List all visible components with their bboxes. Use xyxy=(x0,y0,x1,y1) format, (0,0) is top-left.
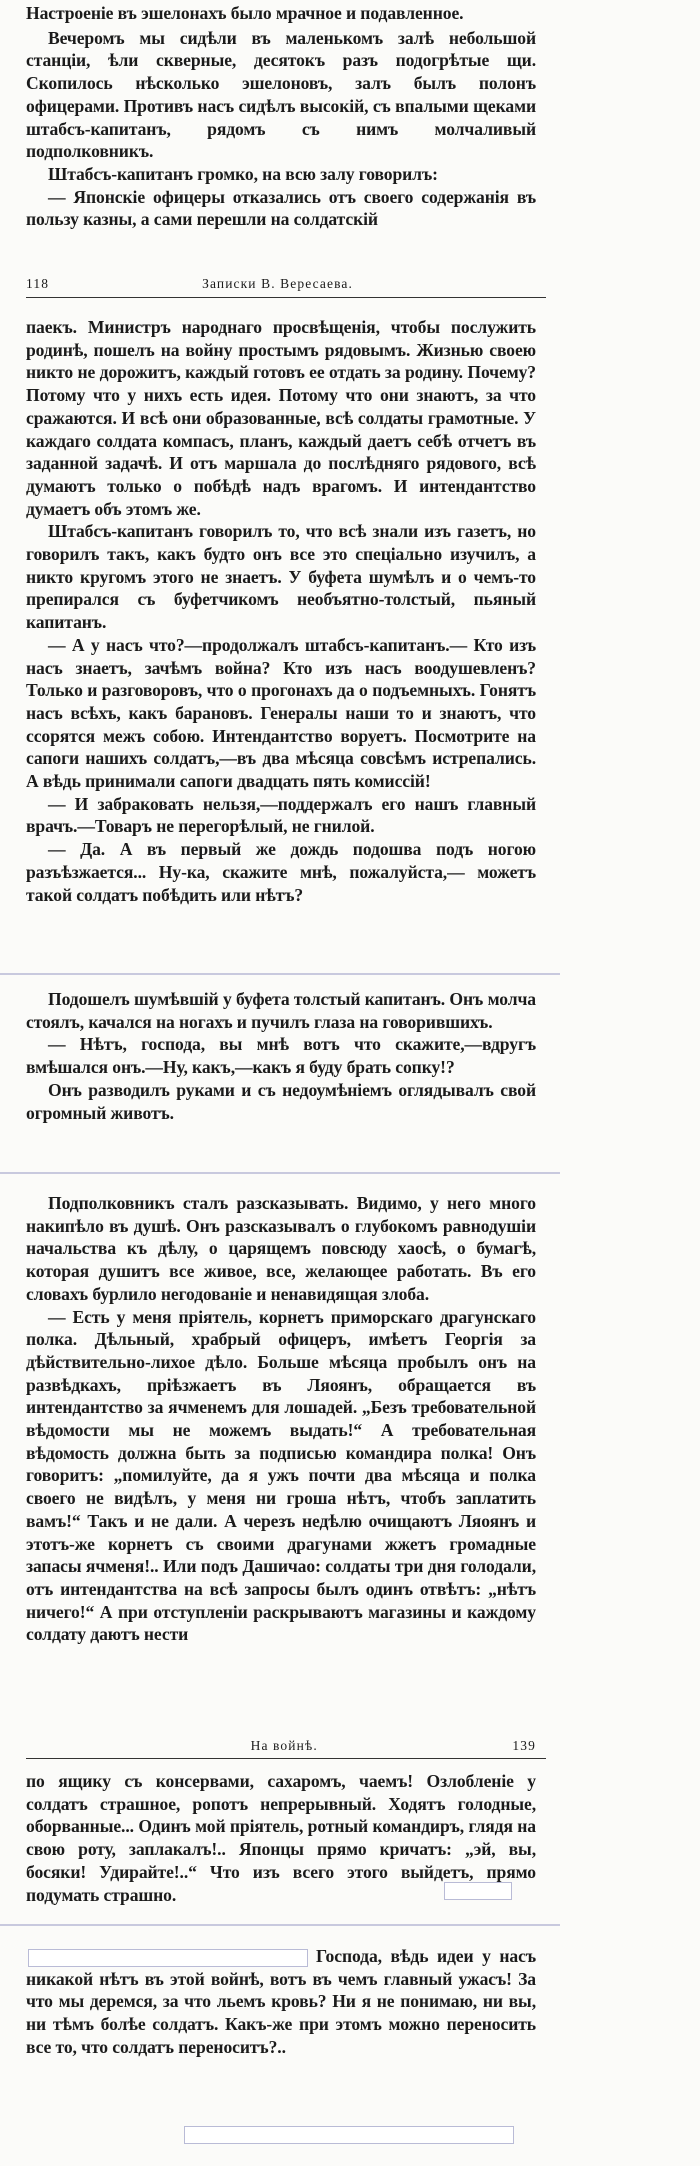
separator xyxy=(0,1172,560,1174)
redaction-box xyxy=(184,2126,514,2144)
paragraph: — Есть у меня пріятель, корнетъ приморскаго драгунскаго полка. Дѣльный, храбрый офицеръ, имѣетъ Георгія за дѣйствительно-лихое дѣло. Больше мѣсяца пробылъ онъ на развѣдкахъ, пріѣзжаетъ въ Ляоянъ, обращается въ интендантство за ячменемъ для лошадей. „Безъ требовательной вѣдомости мы не можемъ выдать!“ А требовательная вѣдомость должна быть за подписью командира полка! Онъ говоритъ: „помилуйте, да я ужъ почти два мѣсяца и полка своего не видѣлъ, у меня ни гроша нѣтъ, чтобъ заплатить вамъ!“ Такъ и не дали. А черезъ недѣлю очищаютъ Ляоянъ и этотъ-же корнетъ съ своими драгунами жжетъ громадные запасы ячменя!.. Или подъ Дашичао: солдаты три дня голодали, отъ интендантства на всѣ запросы былъ одинъ отвѣтъ: „нѣтъ ничего!“ А при отступленіи раскрываютъ магазины и каждому солдату даютъ нести xyxy=(26,1306,536,1645)
paragraph: Штабсъ-капитанъ громко, на всю залу говорилъ: xyxy=(48,163,438,184)
paragraph: по ящику съ консервами, сахаромъ, чаемъ! Озлобленіе у солдатъ страшное, ропотъ непрерывный. Ходятъ голодные, оборванные... Одинъ мой пріятель, ротный командиръ, глядя на свою роту, заплакалъ!.. Японцы прямо кричатъ: „эй, вы, босяки! Удирайте!..“ Что изъ всего этого выйдетъ, прямо подумать страшно. xyxy=(26,1771,536,1905)
running-head-139 xyxy=(26,1738,536,1754)
page-number: 118 xyxy=(26,276,50,291)
running-title: Записки В. Вересаева. xyxy=(202,276,353,291)
paragraph: Онъ разводилъ руками и съ недоумѣніемъ оглядывалъ свой огромный животъ. xyxy=(26,1079,536,1123)
page-number: 139 xyxy=(512,1738,536,1753)
separator xyxy=(0,1924,560,1926)
paragraph: — Японскіе офицеры отказались отъ своего содержанія въ пользу казны, а сами перешли на солдатскій xyxy=(26,186,536,230)
paragraph: Господа, вѣдь идеи у насъ никакой нѣтъ въ этой войнѣ, вотъ въ чемъ главный ужасъ! За что мы деремся, за что льемъ кровь? Ни я не понимаю, ни вы, ни тѣмъ болѣе солдатъ. Какъ-же при этомъ можно переносить все то, что солдатъ переноситъ?.. xyxy=(26,1946,536,2057)
running-title: На войнѣ. xyxy=(250,1738,318,1753)
paragraph: — Да. А въ первый же дождь подошва подъ ногою разъѣзжается... Ну-ка, скажите мнѣ, пожалуйста,— можетъ такой солдатъ побѣдить или нѣтъ? xyxy=(26,839,536,905)
paragraph: — Нѣтъ, господа, вы мнѣ вотъ что скажите,—вдругъ вмѣшался онъ.—Ну, какъ,—какъ я буду брать сопку!? xyxy=(26,1034,536,1078)
paragraph: — А у насъ что?—продолжалъ штабсъ-капитанъ.— Кто изъ насъ знаетъ, зачѣмъ война? Кто изъ насъ воодушевленъ? Только и разговоровъ, что о прогонахъ да о подъемныхъ. Гонятъ насъ всѣхъ, какъ барановъ. Генералы наши то и знаютъ, что ссорятся межъ собою. Интендантство воруетъ. Посмотрите на сапоги нашихъ солдатъ,—въ два мѣсяца совсѣмъ истрепались. А вѣдь принимали сапоги двадцать пять комиссій! xyxy=(26,634,536,792)
running-head-118 xyxy=(26,276,536,292)
text-block-3 xyxy=(26,988,536,1124)
paragraph: Вечеромъ мы сидѣли въ маленькомъ залѣ небольшой станціи, ѣли скверные, десятокъ разъ подогрѣтые щи. Скопилось нѣсколько эшелоновъ, залъ былъ полонъ офицерами. Противъ насъ сидѣлъ высокій, съ впалыми щеками штабсъ-капитанъ, рядомъ съ нимъ молчаливый подполковникъ. xyxy=(26,27,536,162)
paragraph: — И забраковать нельзя,—поддержалъ его нашъ главный врачъ.—Товаръ не перегорѣлый, не гнилой. xyxy=(26,793,536,837)
text-block-1 xyxy=(26,2,536,231)
header-rule xyxy=(26,1758,546,1759)
paragraph: Штабсъ-капитанъ говорилъ то, что всѣ знали изъ газетъ, но говорилъ такъ, какъ будто онъ все это спеціально изучилъ, а никто кругомъ этого не знаетъ. У буфета шумѣлъ и о чемъ-то препирался съ буфетчикомъ необъятно-толстый, пьяный капитанъ. xyxy=(26,521,536,633)
paragraph: Подполковникъ сталъ разсказывать. Видимо, у него много накипѣло въ душѣ. Онъ разсказывалъ о глубокомъ равнодушіи начальства къ дѣлу, о царящемъ повсюду хаосѣ, о бумагѣ, которая душитъ все живое, все, желающее работать. Въ его словахъ бурлило негодованіе и ненавидящая злоба. xyxy=(26,1193,536,1304)
header-rule xyxy=(26,297,546,298)
text-block-4 xyxy=(26,1192,536,1646)
paragraph: Подошелъ шумѣвшій у буфета толстый капитанъ. Онъ молча стоялъ, качался на ногахъ и пучилъ глаза на говорившихъ. xyxy=(26,989,536,1032)
redaction-box xyxy=(444,1882,512,1900)
text-block-6 xyxy=(26,1945,536,2059)
paragraph: Настроеніе въ эшелонахъ было мрачное и подавленное. xyxy=(26,3,464,23)
text-block-2 xyxy=(26,316,536,906)
paragraph: паекъ. Министръ народнаго просвѣщенія, чтобы послужить родинѣ, пошелъ на войну простымъ рядовымъ. Жизнью своею никто не дорожитъ, каждый готовъ ее отдать за родину. Почему? Потому что у нихъ есть идея. Потому что они знаютъ, за что сражаются. И всѣ они образованные, всѣ солдаты грамотные. У каждаго солдата компасъ, планъ, каждый даетъ себѣ отчетъ въ заданной задачѣ. И отъ маршала до послѣдняго рядового, всѣ думаютъ только о побѣдѣ надъ врагомъ. И интендантство думаетъ объ этомъ же. xyxy=(26,317,536,519)
separator xyxy=(0,973,560,975)
